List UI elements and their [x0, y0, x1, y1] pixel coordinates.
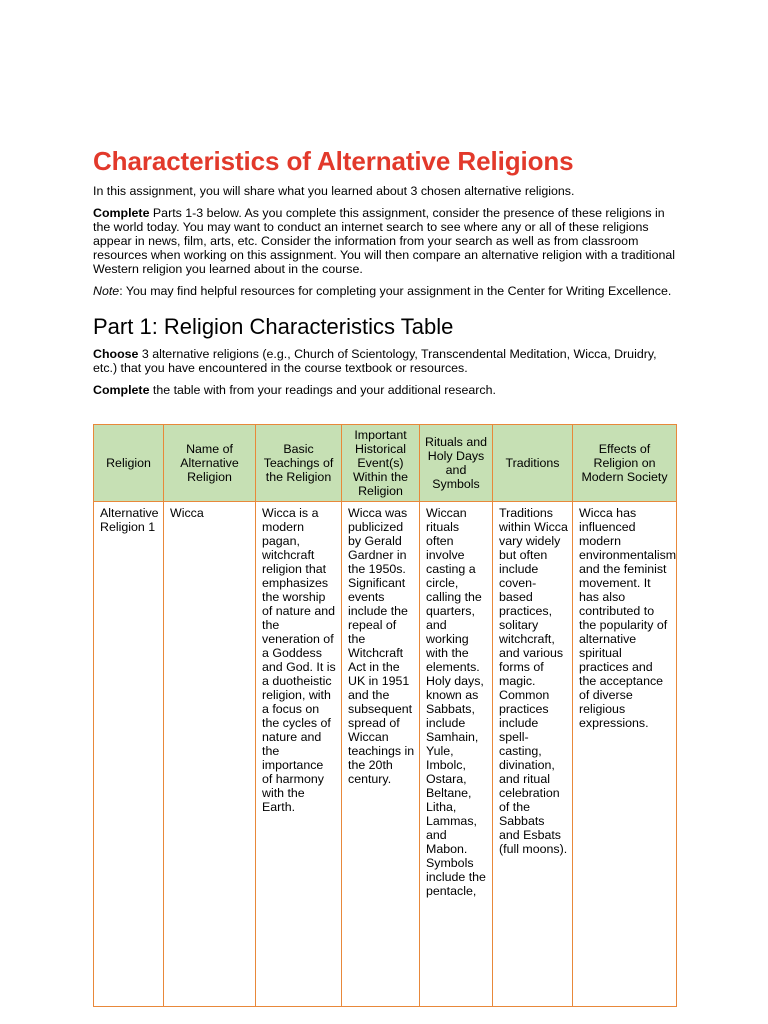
page-title: Characteristics of Alternative Religions: [93, 146, 574, 176]
cell-teachings: Wicca is a modern pagan, witchcraft religion that emphasizes the worship of nature and the veneration of a Goddess and God. It is a duotheistic religion, with a focus on the cycles of nature and the importance of harmony with the Earth.: [256, 502, 342, 1007]
header-historical-events: Important Historical Event(s) Within the Religion: [342, 425, 420, 502]
table-header-row: [94, 425, 677, 502]
document-page: [93, 145, 676, 397]
note-paragraph: [93, 284, 676, 298]
header-teachings: Basic Teachings of the Religion: [256, 425, 342, 502]
complete-bold: Complete: [93, 206, 150, 220]
cell-traditions: Traditions within Wicca vary widely but often include coven-based practices, solitary witchcraft, and various forms of magic. Common practices include spell-casting, divination, and ritual celebration of the Sabbats and Esbats (full moons).: [493, 502, 573, 1007]
cell-name: Wicca: [164, 502, 256, 1007]
complete-text: Parts 1-3 below. As you complete this assignment, consider the presence of these religions in the world today. You may want to conduct an internet search to see where any or all of these religions appear in news, film, arts, etc. Consider the information from your search as well as from classroom resources when working on this assignment. You will then compare an alternative religion with a traditional Western religion you learned about in the course.: [93, 206, 675, 276]
cell-historical-events: Wicca was publicized by Gerald Gardner in the 1950s. Significant events include the repeal of the Witchcraft Act in the UK in 1951 and the subsequent spread of Wiccan teachings in the 20th century.: [342, 502, 420, 1007]
choose-bold: Choose: [93, 347, 139, 361]
complete-table-text: the table with from your readings and your additional research.: [149, 383, 496, 397]
note-text: : You may find helpful resources for completing your assignment in the Center for Writing Excellence.: [119, 284, 672, 298]
religion-characteristics-table: [93, 424, 677, 1007]
part1-heading: Part 1: Religion Characteristics Table: [93, 314, 454, 339]
table-row: [94, 502, 677, 1007]
complete-paragraph: [93, 206, 676, 276]
header-name: Name of Alternative Religion: [164, 425, 256, 502]
note-italic: Note: [93, 284, 120, 298]
choose-paragraph: [93, 347, 676, 375]
complete-table-paragraph: [93, 383, 676, 397]
cell-rituals: Wiccan rituals often involve casting a circle, calling the quarters, and working with the elements. Holy days, known as Sabbats, include Samhain, Yule, Imbolc, Ostara, Beltane, Litha, Lammas, and Mabon. Symbols include the pentacle,: [420, 502, 493, 1007]
choose-text: 3 alternative religions (e.g., Church of Scientology, Transcendental Meditation, Wicca, Druidry, etc.) that you have encountered in the course textbook or resources.: [93, 347, 657, 375]
cell-effects: Wicca has influenced modern environmentalism and the feminist movement. It has also contributed to the popularity of alternative spiritual practices and the acceptance of diverse religious expressions.: [573, 502, 677, 1007]
header-traditions: Traditions: [493, 425, 573, 502]
header-effects: Effects of Religion on Modern Society: [573, 425, 677, 502]
intro-paragraph: In this assignment, you will share what you learned about 3 chosen alternative religions.: [93, 184, 575, 198]
complete-table-bold: Complete: [93, 383, 150, 397]
header-rituals: Rituals and Holy Days and Symbols: [420, 425, 493, 502]
header-religion: Religion: [94, 425, 164, 502]
cell-religion: Alternative Religion 1: [94, 502, 164, 1007]
